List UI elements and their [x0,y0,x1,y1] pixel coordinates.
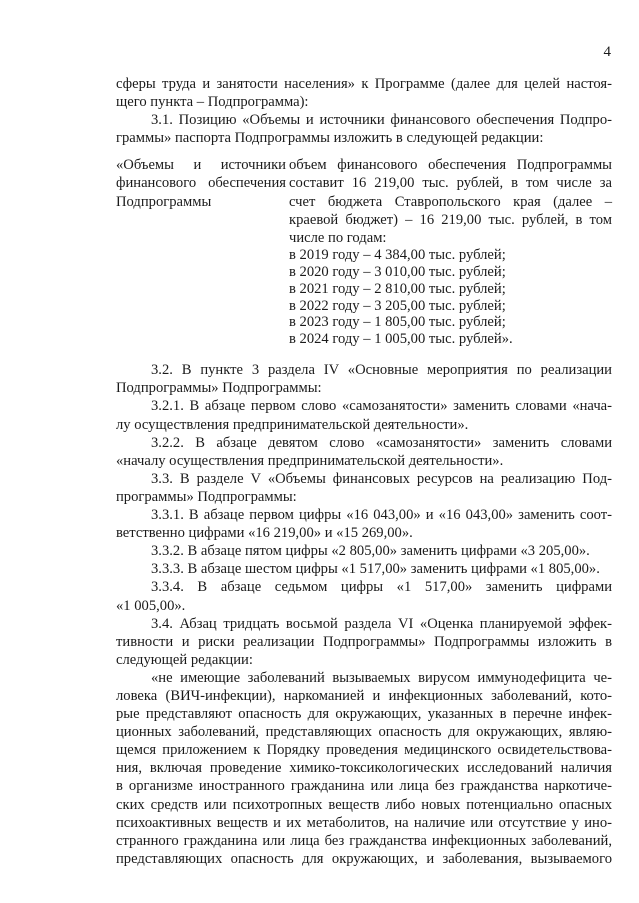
page-number: 4 [603,44,611,60]
table-right-line-4: краевой бюджет) – 16 219,00 тыс. рублей, в том [289,211,612,228]
item-3-3-1-line-2: ветственно цифрами «16 219,00» и «15 269,00». [116,525,413,542]
item-3-2-line-1: 3.2. В пункте 3 раздела IV «Основные мероприятия по реализации [151,362,612,379]
item-3-4-line-2: тивности и риски реализации Подпрограммы» Подпрограммы изложить в [116,633,612,650]
year-line-2024: в 2024 году – 1 005,00 тыс. рублей». [289,331,513,348]
table-right-line-5: числе по годам: [289,229,387,246]
item-3-3-1-line-1: 3.3.1. В абзаце первом цифры «16 043,00» и «16 043,00» заменить соот- [151,507,612,524]
table-right-line-1: объем финансового обеспечения Подпрограммы [289,157,612,174]
year-line-2020: в 2020 году – 3 010,00 тыс. рублей; [289,263,506,280]
table-left-line-3: Подпрограммы [116,193,212,210]
year-line-2021: в 2021 году – 2 810,00 тыс. рублей; [289,280,506,297]
table-right-line-3: счет бюджета Ставропольского края (далее – [289,193,612,210]
quote-line-3: рые представляют опасность для окружающих, указанных в перечне инфек- [116,706,612,723]
table-left-line-1: «Объемы и источники [116,157,286,174]
intro-line-2: щего пункта – Подпрограмма): [116,94,309,111]
quote-line-1: «не имеющие заболеваний вызываемых вирусом иммунодефицита че- [151,669,612,686]
quote-line-4: ционных заболеваний, представляющих опасность для окружающих, являю- [116,724,612,741]
funding-table-label [116,156,286,348]
quote-line-6: ния, включая проведение химико-токсикологических исследований наличия [116,760,612,777]
item-3-3-3-line-1: 3.3.3. В абзаце шестом цифры «1 517,00» заменить цифрами «1 805,00». [151,561,600,578]
item-3-3-line-1: 3.3. В разделе V «Объемы финансовых ресурсов на реализацию Под- [151,470,612,487]
item-3-1-line-1: 3.1. Позицию «Объемы и источники финансового обеспечения Подпро- [151,112,612,129]
funding-table [116,156,612,348]
quote-line-9: психоактивных веществ и их метаболитов, на наличие или отсутствие у ино- [116,814,612,831]
item-3-2-1-line-1: 3.2.1. В абзаце первом слово «самозанятости» заменить словами «нача- [151,398,612,415]
item-3-2-1-line-2: лу осуществления предпринимательской деятельности». [116,416,469,433]
funding-table-value [289,156,612,348]
item-3-1-line-2: граммы» паспорта Подпрограммы изложить в следующей редакции: [116,130,544,147]
quote-line-7: в организме иностранного гражданина или лица без гражданства наркотиче- [116,778,612,795]
item-3-2-2-line-2: «началу осуществления предпринимательской деятельности». [116,452,504,469]
quote-line-8: ских средств или психотропных веществ либо новых потенциально опасных [116,796,612,813]
item-3-3-4-line-1: 3.3.4. В абзаце седьмом цифры «1 517,00» заменить цифрами [151,579,612,596]
intro-line-1: сферы труда и занятости населения» к Программе (далее для целей настоя- [116,76,612,92]
item-3-3-line-2: программы» Подпрограммы: [116,488,297,505]
quote-line-11: представляющих опасность для окружающих, и заболевания, вызываемого [116,850,612,867]
quote-line-10: странного гражданина или лица без гражданства инфекционных заболеваний, [116,832,612,849]
year-line-2022: в 2022 году – 3 205,00 тыс. рублей; [289,297,506,314]
quote-line-5: щемся приложением к Порядку проведения медицинского освидетельствова- [116,742,612,759]
item-3-2-line-2: Подпрограммы» Подпрограммы: [116,380,322,397]
document-body [116,75,612,868]
quote-line-2: ловека (ВИЧ-инфекции), наркоманией и инфекционных заболеваний, кото- [116,687,612,704]
year-line-2023: в 2023 году – 1 805,00 тыс. рублей; [289,314,506,331]
item-3-2-2-line-1: 3.2.2. В абзаце девятом слово «самозанятости» заменить словами [151,434,612,451]
item-3-4-line-1: 3.4. Абзац тридцать восьмой раздела VI «Оценка планируемой эффек- [151,615,612,632]
item-3-3-4-line-2: «1 005,00». [116,597,186,614]
table-right-line-2: составит 16 219,00 тыс. рублей, в том числе за [289,175,612,192]
item-3-4-line-3: следующей редакции: [116,651,253,668]
item-3-3-2-line-1: 3.3.2. В абзаце пятом цифры «2 805,00» заменить цифрами «3 205,00». [151,543,590,560]
table-left-line-2: финансового обеспечения [116,175,286,192]
year-line-2019: в 2019 году – 4 384,00 тыс. рублей; [289,246,506,263]
